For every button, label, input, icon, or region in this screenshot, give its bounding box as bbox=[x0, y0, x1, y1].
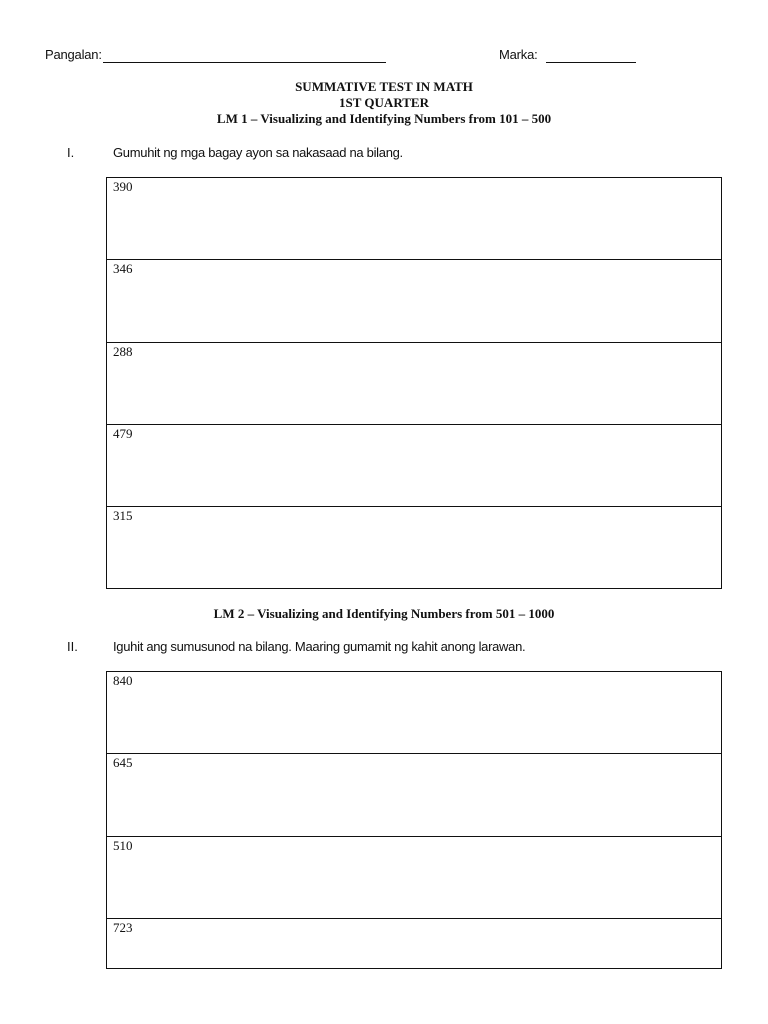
row-number: 479 bbox=[113, 426, 133, 441]
answer-row[interactable] bbox=[107, 259, 721, 342]
row-number: 840 bbox=[113, 673, 133, 688]
section-2-answer-table bbox=[106, 671, 722, 969]
answer-row[interactable] bbox=[107, 753, 721, 836]
answer-row[interactable] bbox=[107, 178, 721, 260]
score-label: Marka: bbox=[499, 47, 538, 62]
row-number: 346 bbox=[113, 261, 133, 276]
row-number: 288 bbox=[113, 344, 133, 359]
name-label: Pangalan: bbox=[45, 47, 102, 62]
row-number: 510 bbox=[113, 838, 133, 853]
quarter-title: 1ST QUARTER bbox=[339, 95, 429, 110]
lm2-title: LM 2 – Visualizing and Identifying Numbers from 501 – 1000 bbox=[213, 606, 555, 621]
score-blank-line[interactable] bbox=[546, 62, 636, 63]
test-title: SUMMATIVE TEST IN MATH bbox=[295, 79, 473, 94]
answer-row[interactable] bbox=[107, 672, 721, 754]
section-2-number: II. bbox=[67, 639, 78, 654]
answer-row[interactable] bbox=[107, 918, 721, 968]
answer-row[interactable] bbox=[107, 506, 721, 588]
row-number: 645 bbox=[113, 755, 133, 770]
answer-row[interactable] bbox=[107, 424, 721, 507]
section-1-number: I. bbox=[67, 145, 75, 160]
section-2-instruction: Iguhit ang sumusunod na bilang. Maaring gumamit ng kahit anong larawan. bbox=[113, 639, 526, 654]
row-number: 315 bbox=[113, 508, 133, 523]
answer-row[interactable] bbox=[107, 342, 721, 425]
answer-row[interactable] bbox=[107, 836, 721, 919]
row-number: 723 bbox=[113, 920, 133, 935]
lm1-title: LM 1 – Visualizing and Identifying Numbers from 101 – 500 bbox=[216, 111, 552, 126]
section-1-instruction: Gumuhit ng mga bagay ayon sa nakasaad na bilang. bbox=[113, 145, 403, 160]
section-1-answer-table bbox=[106, 177, 722, 589]
row-number: 390 bbox=[113, 179, 133, 194]
name-blank-line[interactable] bbox=[103, 62, 386, 63]
